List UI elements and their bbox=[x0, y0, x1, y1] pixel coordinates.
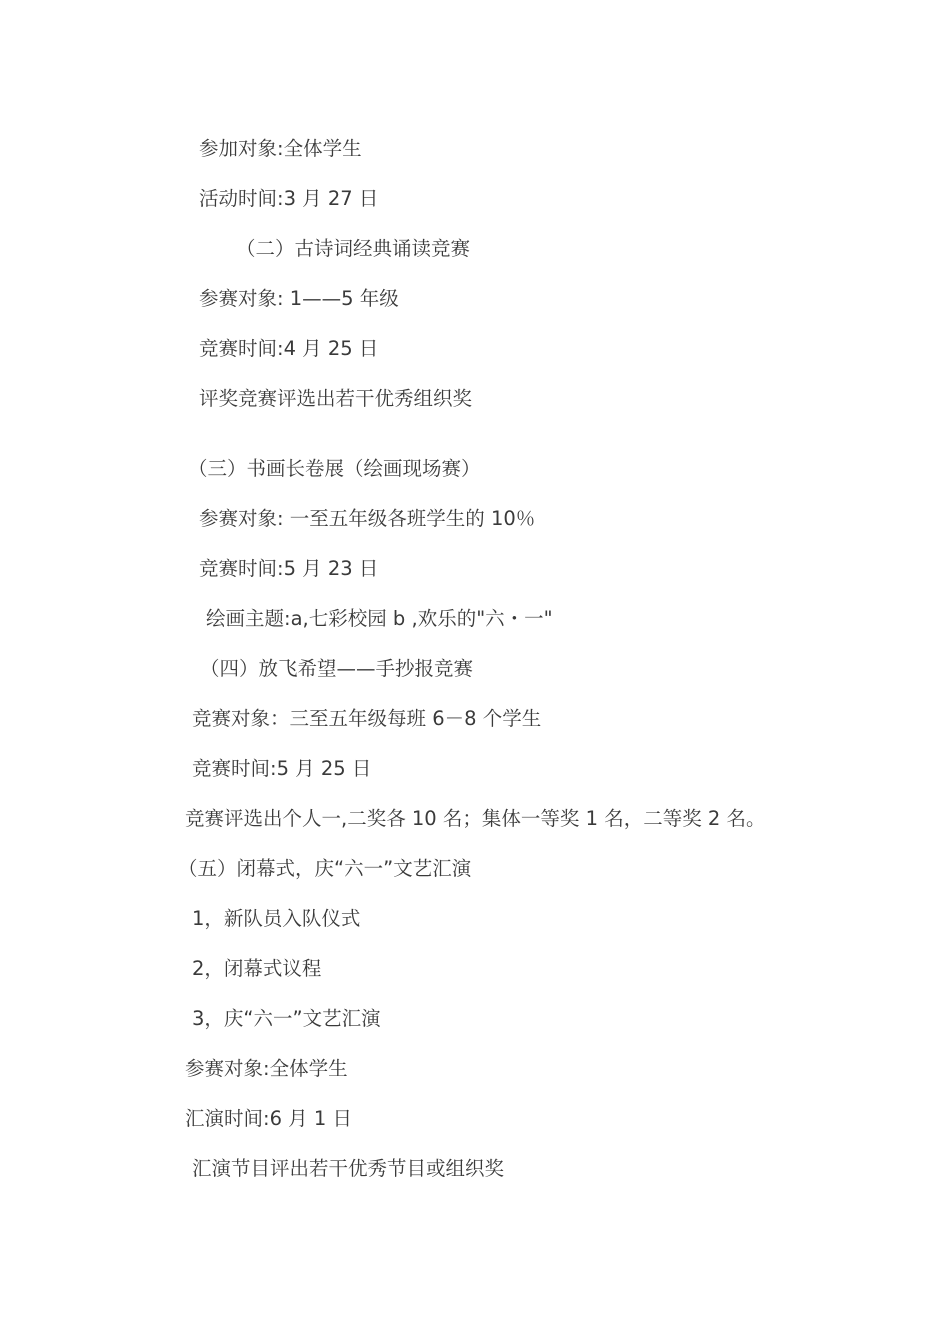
performance-time-line: 汇演时间:6 月 1 日 bbox=[185, 1107, 352, 1130]
participants-line-4: 竞赛对象：三至五年级每班 6－8 个学生 bbox=[192, 707, 542, 730]
program-item-3: 3，庆“六一”文艺汇演 bbox=[192, 1007, 381, 1030]
award-line-2: 竞赛评选出个人一,二奖各 10 名；集体一等奖 1 名，二等奖 2 名。 bbox=[185, 807, 766, 830]
section-heading-5: （五）闭幕式，庆“六一”文艺汇演 bbox=[178, 857, 472, 880]
participants-line-3: 参赛对象: 一至五年级各班学生的 10％ bbox=[199, 507, 536, 530]
competition-time-line-2: 竞赛时间:5 月 23 日 bbox=[199, 557, 379, 580]
section-heading-3: （三）书画长卷展（绘画现场赛） bbox=[188, 457, 481, 480]
section-heading-4: （四）放飞希望——手抄报竞赛 bbox=[200, 657, 474, 680]
participants-line-1: 参加对象:全体学生 bbox=[199, 137, 362, 160]
activity-time-line: 活动时间:3 月 27 日 bbox=[199, 187, 379, 210]
award-line-3: 汇演节目评出若干优秀节目或组织奖 bbox=[192, 1157, 505, 1180]
award-line-1: 评奖竞赛评选出若干优秀组织奖 bbox=[199, 387, 473, 410]
section-heading-2: （二）古诗词经典诵读竞赛 bbox=[236, 237, 471, 260]
competition-time-line-3: 竞赛时间:5 月 25 日 bbox=[192, 757, 372, 780]
competition-time-line-1: 竞赛时间:4 月 25 日 bbox=[199, 337, 379, 360]
program-item-1: 1，新队员入队仪式 bbox=[192, 907, 361, 930]
participants-line-2: 参赛对象: 1——5 年级 bbox=[199, 287, 399, 310]
program-item-2: 2，闭幕式议程 bbox=[192, 957, 322, 980]
painting-theme-line: 绘画主题:a,七彩校园 b ,欢乐的"六・一" bbox=[206, 607, 553, 630]
participants-line-5: 参赛对象:全体学生 bbox=[185, 1057, 348, 1080]
